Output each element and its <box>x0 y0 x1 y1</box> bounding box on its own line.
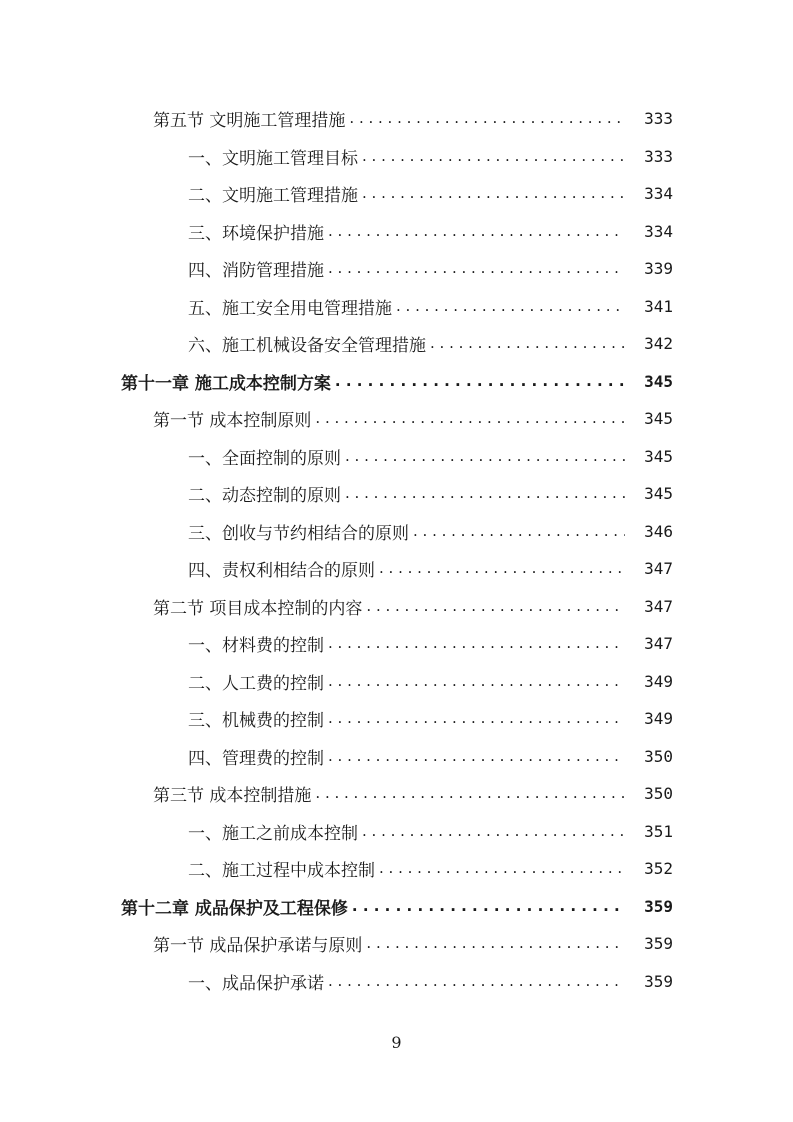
toc-entry-page: 333 <box>644 146 673 166</box>
toc-entry-title: 第五节 文明施工管理措施 <box>153 111 346 132</box>
toc-entry-page: 345 <box>644 409 673 429</box>
dot-leader <box>349 111 625 126</box>
toc-entry-title: 二、动态控制的原则 <box>188 486 341 507</box>
toc-subsection-entry[interactable] <box>0 738 793 776</box>
dot-leader <box>328 674 625 689</box>
table-of-contents <box>0 100 793 1000</box>
toc-entry-title: 四、消防管理措施 <box>188 261 324 282</box>
toc-entry-title: 一、全面控制的原则 <box>188 448 341 469</box>
toc-entry-title: 四、责权利相结合的原则 <box>188 561 375 582</box>
toc-subsection-entry[interactable] <box>0 663 793 701</box>
toc-subsection-entry[interactable] <box>0 288 793 326</box>
toc-section-entry[interactable] <box>0 775 793 813</box>
toc-entry-title: 六、施工机械设备安全管理措施 <box>188 336 426 357</box>
toc-subsection-entry[interactable] <box>0 213 793 251</box>
toc-entry-title: 一、成品保护承诺 <box>188 973 324 994</box>
toc-entry-page: 341 <box>644 296 673 316</box>
toc-entry-title: 第二节 项目成本控制的内容 <box>153 598 363 619</box>
toc-subsection-entry[interactable] <box>0 438 793 476</box>
toc-entry-title: 第一节 成本控制原则 <box>153 411 312 432</box>
toc-entry-title: 一、材料费的控制 <box>188 636 324 657</box>
dot-leader <box>315 786 625 801</box>
toc-entry-title: 第十二章 成品保护及工程保修 <box>121 898 348 919</box>
toc-section-entry[interactable] <box>0 400 793 438</box>
toc-chapter-entry[interactable] <box>0 363 793 401</box>
dot-leader <box>328 974 625 989</box>
dot-leader <box>352 899 625 914</box>
toc-chapter-entry[interactable] <box>0 888 793 926</box>
toc-subsection-entry[interactable] <box>0 175 793 213</box>
toc-entry-page: 333 <box>644 109 673 129</box>
dot-leader <box>345 449 625 464</box>
toc-subsection-entry[interactable] <box>0 325 793 363</box>
toc-entry-page: 359 <box>644 971 673 991</box>
toc-entry-page: 349 <box>644 709 673 729</box>
toc-subsection-entry[interactable] <box>0 250 793 288</box>
dot-leader <box>328 261 625 276</box>
toc-entry-page: 347 <box>644 596 673 616</box>
dot-leader <box>379 561 625 576</box>
toc-subsection-entry[interactable] <box>0 813 793 851</box>
dot-leader <box>362 824 625 839</box>
toc-entry-page: 350 <box>644 784 673 804</box>
toc-entry-title: 第十一章 施工成本控制方案 <box>121 373 331 394</box>
dot-leader <box>335 374 625 389</box>
toc-entry-page: 342 <box>644 334 673 354</box>
dot-leader <box>362 149 625 164</box>
toc-entry-page: 349 <box>644 671 673 691</box>
dot-leader <box>345 486 625 501</box>
toc-entry-title: 三、创收与节约相结合的原则 <box>188 523 409 544</box>
toc-entry-page: 350 <box>644 746 673 766</box>
toc-section-entry[interactable] <box>0 588 793 626</box>
toc-entry-page: 345 <box>644 371 673 391</box>
toc-entry-title: 二、施工过程中成本控制 <box>188 861 375 882</box>
dot-leader <box>328 749 625 764</box>
toc-entry-title: 二、人工费的控制 <box>188 673 324 694</box>
toc-entry-title: 五、施工安全用电管理措施 <box>188 298 392 319</box>
dot-leader <box>315 411 625 426</box>
page-number: 9 <box>391 1033 402 1052</box>
toc-subsection-entry[interactable] <box>0 963 793 1001</box>
dot-leader <box>430 336 625 351</box>
toc-entry-page: 351 <box>644 821 673 841</box>
dot-leader <box>379 861 625 876</box>
toc-subsection-entry[interactable] <box>0 700 793 738</box>
dot-leader <box>328 224 625 239</box>
toc-entry-title: 三、机械费的控制 <box>188 711 324 732</box>
toc-entry-title: 第一节 成品保护承诺与原则 <box>153 936 363 957</box>
toc-entry-page: 346 <box>644 521 673 541</box>
toc-entry-page: 345 <box>644 484 673 504</box>
toc-entry-title: 四、管理费的控制 <box>188 748 324 769</box>
toc-subsection-entry[interactable] <box>0 513 793 551</box>
toc-entry-page: 339 <box>644 259 673 279</box>
toc-entry-page: 345 <box>644 446 673 466</box>
toc-entry-page: 359 <box>644 896 673 916</box>
dot-leader <box>328 636 625 651</box>
toc-entry-page: 334 <box>644 221 673 241</box>
toc-entry-title: 一、文明施工管理目标 <box>188 148 358 169</box>
dot-leader <box>396 299 625 314</box>
toc-entry-title: 第三节 成本控制措施 <box>153 786 312 807</box>
toc-entry-page: 347 <box>644 559 673 579</box>
toc-entry-page: 352 <box>644 859 673 879</box>
toc-entry-page: 359 <box>644 934 673 954</box>
dot-leader <box>413 524 625 539</box>
toc-subsection-entry[interactable] <box>0 850 793 888</box>
dot-leader <box>362 186 625 201</box>
toc-section-entry[interactable] <box>0 100 793 138</box>
dot-leader <box>366 599 625 614</box>
toc-entry-title: 三、环境保护措施 <box>188 223 324 244</box>
toc-subsection-entry[interactable] <box>0 625 793 663</box>
toc-entry-page: 334 <box>644 184 673 204</box>
toc-subsection-entry[interactable] <box>0 550 793 588</box>
toc-section-entry[interactable] <box>0 925 793 963</box>
dot-leader <box>366 936 625 951</box>
toc-entry-title: 二、文明施工管理措施 <box>188 186 358 207</box>
toc-entry-page: 347 <box>644 634 673 654</box>
toc-subsection-entry[interactable] <box>0 475 793 513</box>
toc-subsection-entry[interactable] <box>0 138 793 176</box>
toc-entry-title: 一、施工之前成本控制 <box>188 823 358 844</box>
dot-leader <box>328 711 625 726</box>
